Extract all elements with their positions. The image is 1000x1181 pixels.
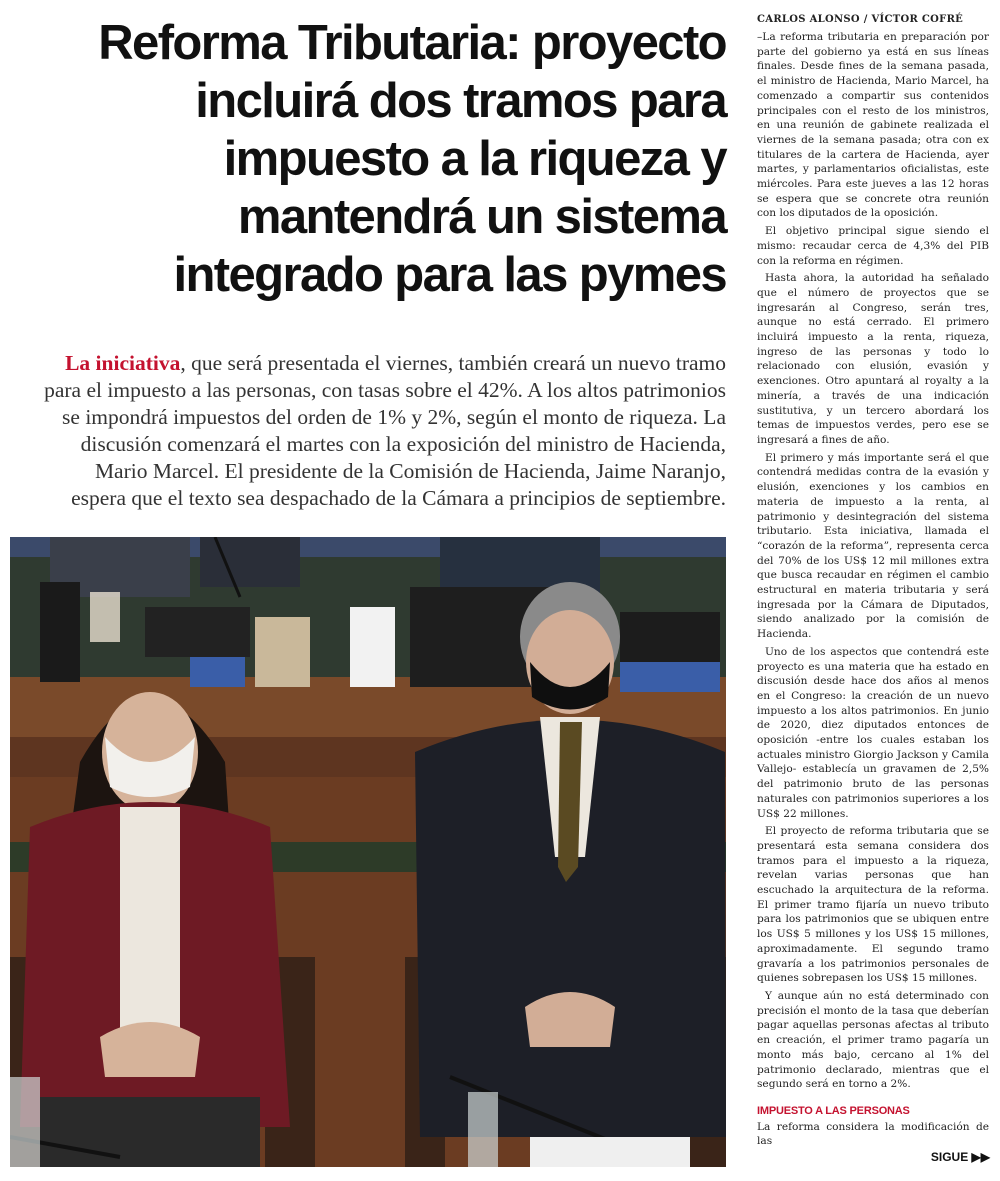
body-paragraph: El objetivo principal sigue siendo el mismo: recaudar cerca de 4,3% del PIB con la reforma en régimen. <box>757 225 989 267</box>
headline-line: mantendrá un sistema <box>237 190 726 244</box>
body-paragraph: El proyecto de reforma tributaria que se presentará esta semana considera dos tramos para el impuesto a la riqueza, revelan varias personas que han escuchado la arquitectura de la reforma. El primer tramo fijaría un nuevo tributo para los patrimonios que se ubiquen entre los US$ 5 millones y los US$ 15 millones, aproximadamente. El segundo tramo gravaría a los patrimonios personales de quienes sobrepasen los US$ 15 millones. <box>757 825 989 985</box>
headline-line: integrado para las pymes <box>173 248 726 302</box>
body-paragraph: Y aunque aún no está determinado con precisión el monto de la tasa que deberían pagar aquellas personas afectas al tributo en creación, el primer tramo pagaría un monto más bajo, cercano al 1% del patrimonio declarado, mientras que el segundo será en torno a 2%. <box>757 990 989 1091</box>
lede-paragraph <box>40 350 726 512</box>
news-photo <box>10 537 726 1167</box>
article-body <box>757 30 989 1152</box>
headline-line: Reforma Tributaria: proyecto <box>98 16 726 70</box>
lede-lead-in: La iniciativa <box>65 351 181 375</box>
body-paragraph: Uno de los aspectos que contendrá este proyecto es una materia que ha estado en discusión desde hace dos años al menos en el Congreso: la creación de un nuevo impuesto a los altos patrimonios. En junio de 2020, diez diputados entonces de oposición -entre los cuales estaban los actuales ministro Giorgio Jackson y Camila Vallejo- establecía un gravamen de 2,5% del patrimonio bruto de las personas naturales con patrimonios superiores a los US$ 22 millones. <box>757 645 989 820</box>
body-paragraph: La reforma considera la modificación de las <box>757 1120 989 1148</box>
headline-line: incluirá dos tramos para <box>195 74 726 128</box>
body-paragraph: Hasta ahora, la autoridad ha señalado que el número de proyectos que se ingresarán al Congreso, serán tres, aunque no está cerrado. El primero incluirá impuesto a la renta, riqueza, ingreso de las personas y todo lo relacionado con elusión, evasión y exenciones. Otro apuntará al royalty a la minería, a través de una indicación sustitutiva, y un tercero abordará los temas de impuestos verdes, pero ese se ingresará a fines de año. <box>757 272 989 446</box>
lede-text: , que será presentada el viernes, también creará un nuevo tramo para el impuesto a las personas, con tasas sobre el 42%. A los altos patrimonios se impondrá impuestos del orden de 1% y 2%, según el monto de riqueza. La discusión comenzará el martes con la exposición del ministro de Hacienda, Mario Marcel. El presidente de la Comisión de Hacienda, Jaime Naranjo, espera que el texto sea despachado de la Cámara a principios de septiembre. <box>44 351 726 510</box>
byline: CARLOS ALONSO / VÍCTOR COFRÉ <box>757 14 964 25</box>
section-subhead: IMPUESTO A LAS PERSONAS <box>757 1104 910 1117</box>
body-paragraph: El primero y más importante será el que contendrá medidas contra de la evasión y elusión, exenciones y los cambios en materia de impuesto a la renta, al patrimonio y desintegración del sistema tributario. Esta iniciativa, llamada el “corazón de la reforma”, representa cerca del 70% de los US$ 12 mil millones extra que busca recaudar en régimen el cambio estructural en materia tributaria y será ingresada por la Cámara de Diputados, siendo analizado por la comisión de Hacienda. <box>757 451 989 641</box>
headline-line: impuesto a la riqueza y <box>223 132 726 186</box>
continue-marker: SIGUE ▶▶ <box>930 1150 990 1164</box>
headline <box>40 14 726 304</box>
body-paragraph: –La reforma tributaria en preparación por parte del gobierno ya está en sus líneas finales. Desde fines de la semana pasada, el ministro de Hacienda, Mario Marcel, ha comenzado a compartir sus contenidos principales con el resto de los ministros, en una reunión de gabinete realizada el viernes de la semana pasada; otra con ex titulares de la cartera de Hacienda, ayer martes, y parlamentarios oficialistas, este miércoles. Para este jueves a las 12 horas se espera que se concrete otra reunión con los diputados de la oposición. <box>757 31 989 220</box>
